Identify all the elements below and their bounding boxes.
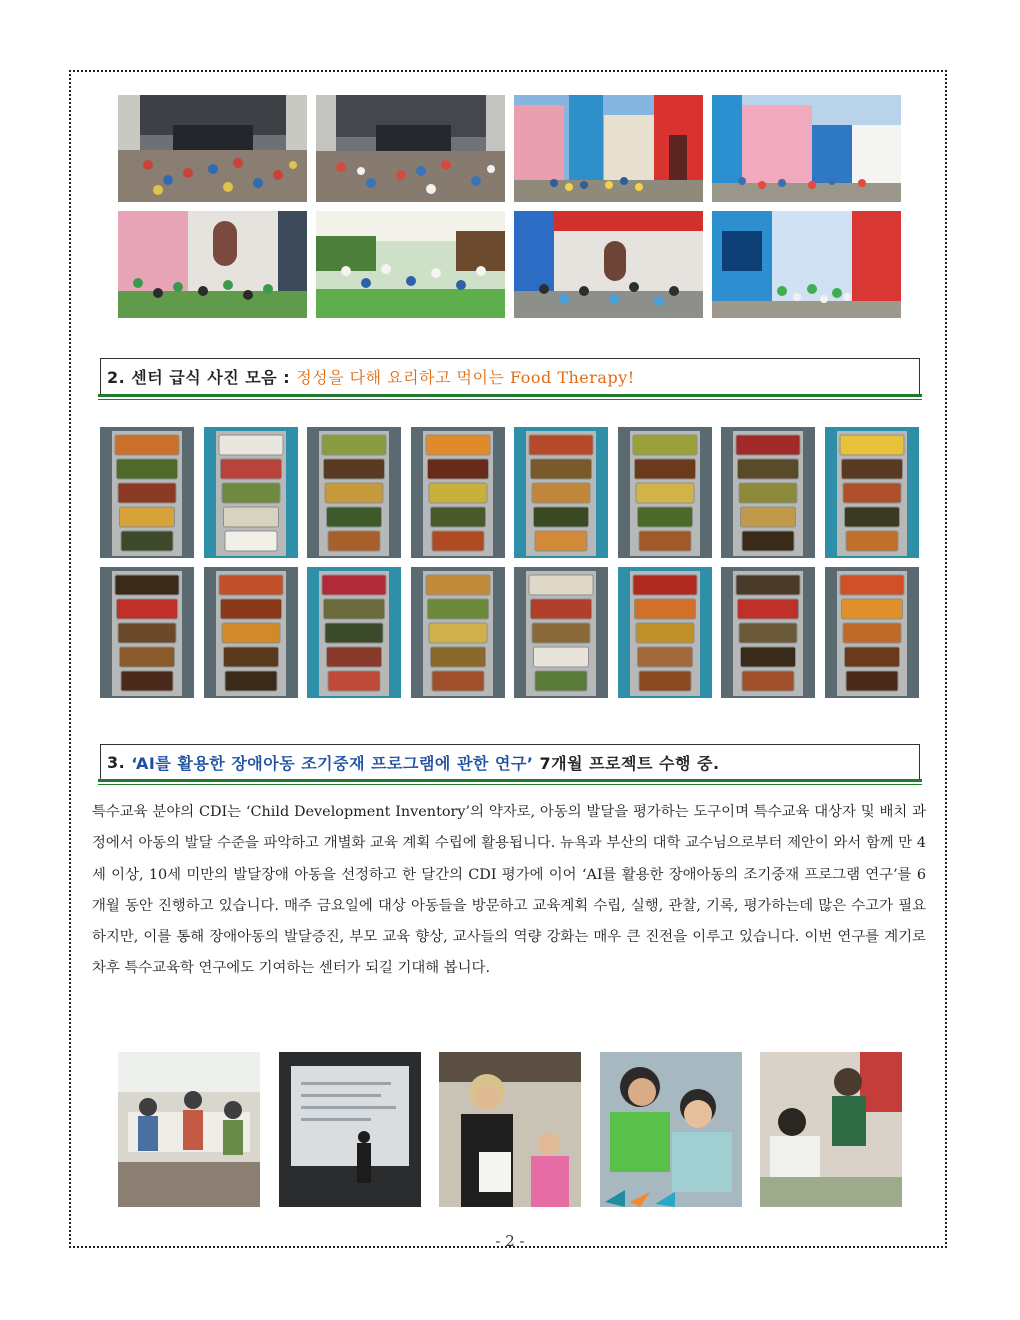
food-photo (411, 427, 505, 558)
food-photo (411, 567, 505, 698)
group-photo-building-1 (514, 95, 703, 202)
section-3-rest: 7개월 프로젝트 수행 중. (533, 754, 720, 773)
section-3-rule-thin (98, 784, 922, 785)
food-photo (100, 567, 194, 698)
food-photo (204, 427, 298, 558)
group-photo-hall-2 (316, 95, 505, 202)
food-photo (307, 567, 401, 698)
section-3-number: 3. (107, 753, 132, 772)
section-2-title: 2. 센터 급식 사진 모음 : (107, 368, 297, 387)
section-3-title: ‘AI를 활용한 장애아동 조기중재 프로그램에 관한 연구’ (131, 754, 534, 773)
food-photo (514, 567, 608, 698)
photo-meeting (118, 1052, 260, 1207)
group-photo-hall-1 (118, 95, 307, 202)
food-photo (204, 567, 298, 698)
section-2-rule-thin (98, 399, 922, 400)
section-3-body: 특수교육 분야의 CDI는 ‘Child Development Inventory’의 약자로, 아동의 발달을 평가하는 도구이며 특수교육 대상자 및 배치 과정에서 아동의 발달 수준을 파악하고 개별화 교육 계획 수립에 활용됩니다. 뉴욕과 부산의 대학 교수님으로부터 제안이 와서 함께 만 4세 이상, 10세 미만의 발달장애 아동을 선정하고 한 달간의 CDI 평가에 이어 ‘AI를 활용한 장애아동의 조기중재 프로그램 연구’를 6개월 동안 진행하고 있습니다. 매주 금요일에 대상 아동들을 방문하고 교육계획 수립, 실행, 관찰, 기록, 평가하는데 많은 수고가 필요하지만, 이를 통해 장애아동의 발달증진, 부모 교육 향상, 교사들의 역량 강화는 매우 큰 진전을 이루고 있습니다. 이번 연구를 계기로 차후 특수교육학 연구에도 기여하는 센터가 되길 기대해 봅니다. (92, 804, 926, 977)
group-photo-stage-2 (514, 211, 703, 318)
food-photo (618, 427, 712, 558)
food-photo (721, 427, 815, 558)
page-number: - 2 - (495, 1232, 525, 1250)
food-photo (721, 567, 815, 698)
photo-teacher-child (439, 1052, 581, 1207)
food-photo (514, 427, 608, 558)
group-photo-courtyard (712, 211, 901, 318)
section-3-heading (100, 744, 920, 780)
section-3-rule (98, 779, 922, 782)
section-2-rule (98, 394, 922, 397)
photo-therapy (760, 1052, 902, 1207)
group-photo-garden (316, 211, 505, 318)
food-photo (618, 567, 712, 698)
food-photo (307, 427, 401, 558)
food-photo (825, 567, 919, 698)
food-photo (825, 427, 919, 558)
food-photo (100, 427, 194, 558)
photo-presentation (279, 1052, 421, 1207)
group-photo-stage-1 (118, 211, 307, 318)
photo-child-puzzle (600, 1052, 742, 1207)
group-photo-building-2 (712, 95, 901, 202)
section-2-heading (100, 358, 920, 394)
section-2-subtitle: 정성을 다해 요리하고 먹이는 Food Therapy! (296, 368, 635, 387)
